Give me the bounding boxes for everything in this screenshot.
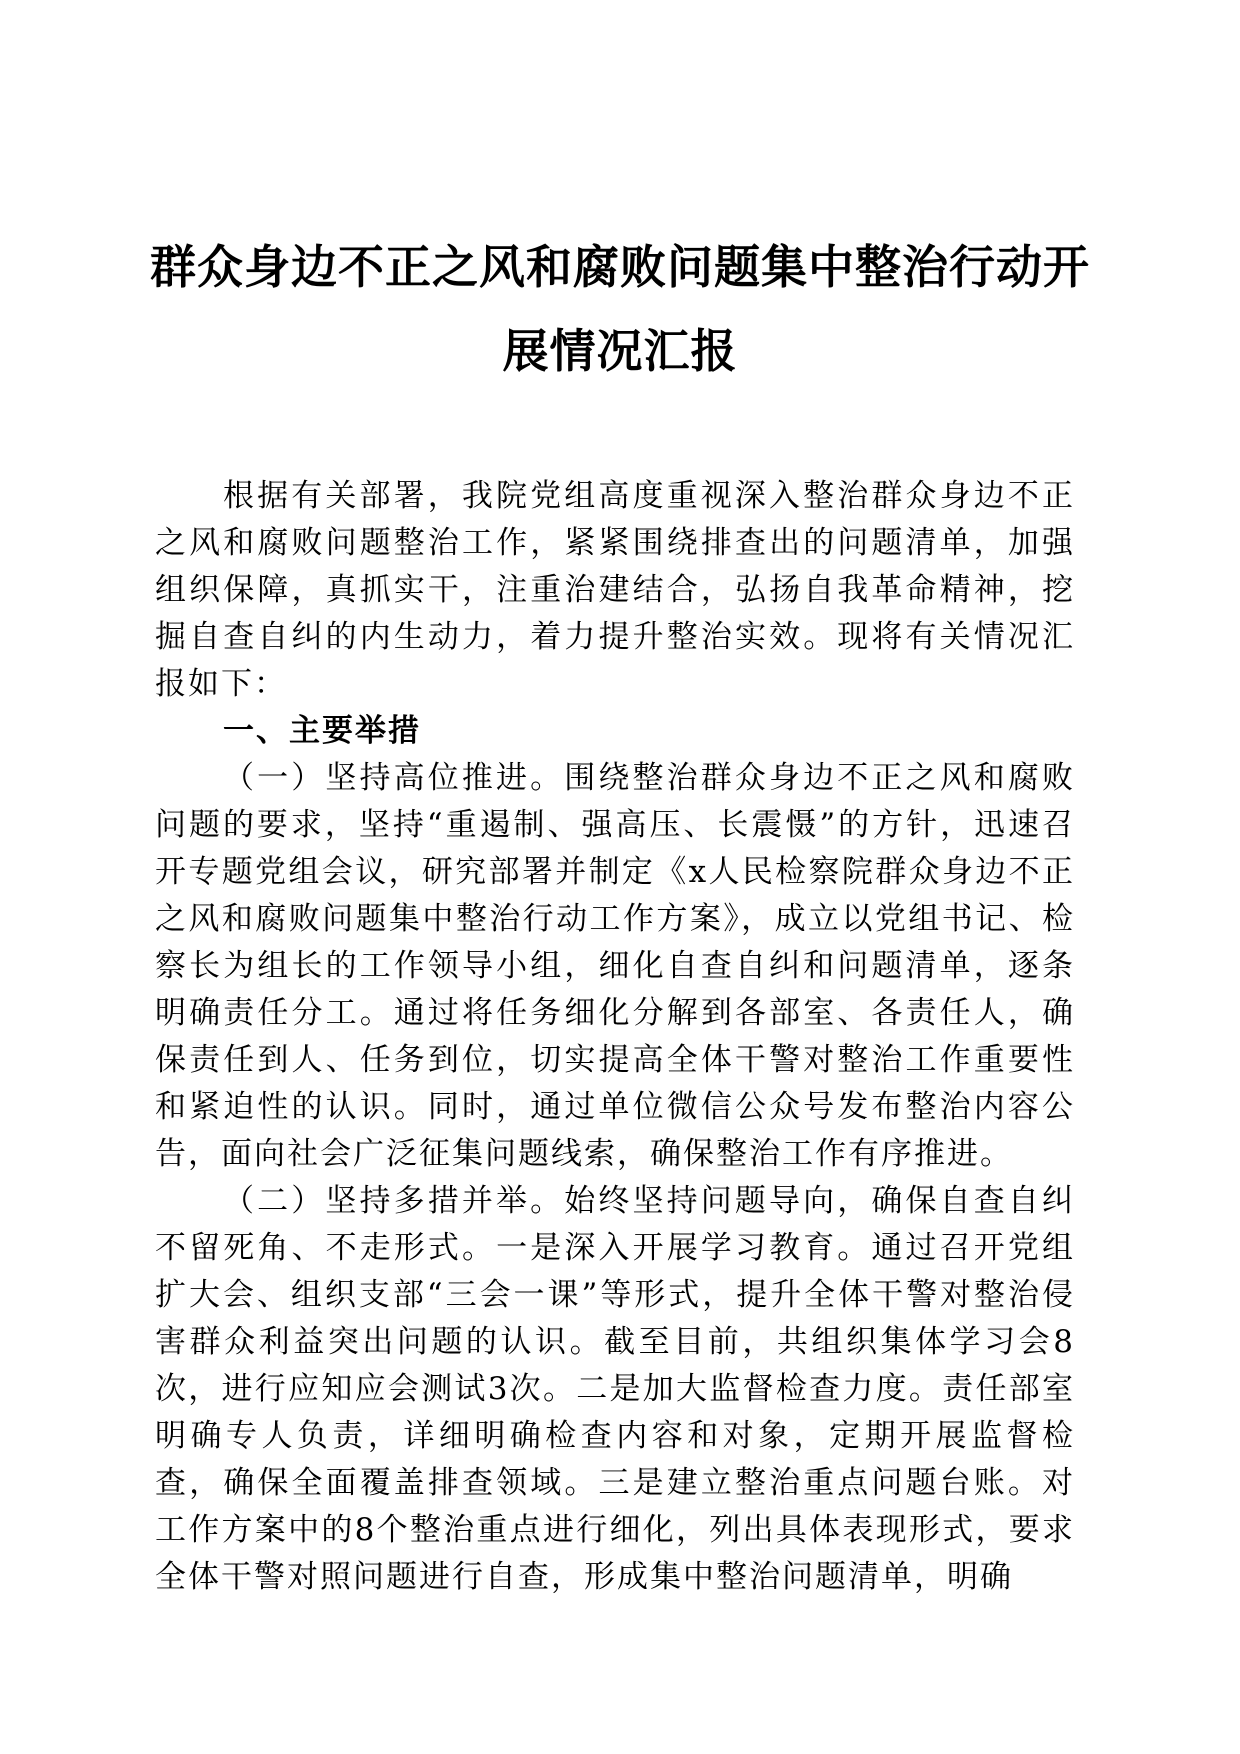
paragraph-high-level-promotion: （一）坚持高位推进。围绕整治群众身边不正之风和腐败问题的要求，坚持“重遏制、强高压、长震慑”的方针，迅速召开专题党组会议，研究部署并制定《x人民检察院群众身边不正之风和腐败问题集中整治行动工作方案》，成立以党组书记、检察长为组长的工作领导小组，细化自查自纠和问题清单，逐条明确责任分工。通过将任务细化分解到各部室、各责任人，确保责任到人、任务到位，切实提高全体干警对整治工作重要性和紧迫性的认识。同时，通过单位微信公众号发布整治内容公告，面向社会广泛征集问题线索，确保整治工作有序推进。 [155,760,1075,1172]
section-heading: 一、主要举措 [223,713,421,749]
document-body [155,473,1075,1601]
paragraph-multiple-measures: （二）坚持多措并举。始终坚持问题导向，确保自查自纠不留死角、不走形式。一是深入开展学习教育。通过召开党组扩大会、组织支部“三会一课”等形式，提升全体干警对整治侵害群众利益突出问题的认识。截至目前，共组织集体学习会8次，进行应知应会测试3次。二是加大监督检查力度。责任部室明确专人负责，详细明确检查内容和对象，定期开展监督检查，确保全面覆盖排查领域。三是建立整治重点问题台账。对工作方案中的8个整治重点进行细化，列出具体表现形式，要求全体干警对照问题进行自查，形成集中整治问题清单，明确 [155,1183,1075,1595]
document-title [150,225,1090,393]
title-line-2: 展情况汇报 [502,324,738,378]
title-line-1: 群众身边不正之风和腐败问题集中整治行动开 [150,240,1090,294]
intro-paragraph: 根据有关部署，我院党组高度重视深入整治群众身边不正之风和腐败问题整治工作，紧紧围绕排查出的问题清单，加强组织保障，真抓实干，注重治建结合，弘扬自我革命精神，挖掘自查自纠的内生动力，着力提升整治实效。现将有关情况汇报如下： [155,478,1075,702]
